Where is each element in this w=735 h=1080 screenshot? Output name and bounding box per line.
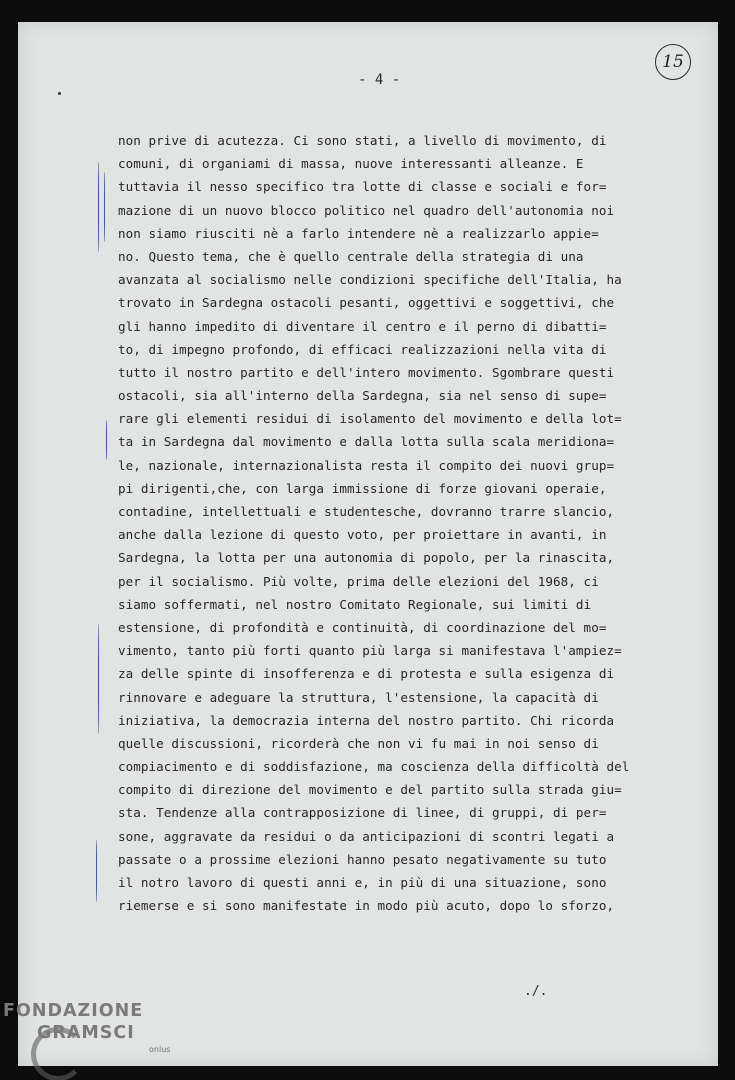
text-line: avanzata al socialismo nelle condizioni specifiche dell'Italia, ha (118, 272, 622, 288)
page-number: - 4 - (358, 72, 401, 88)
text-line: za delle spinte di insofferenza e di protesta e sulla esigenza di (118, 666, 615, 682)
text-line: quelle discussioni, ricorderà che non vi fu mai in noi senso di (118, 735, 599, 751)
text-line: contadine, intellettuali e studentesche, dovranno trarre slancio, (118, 504, 615, 519)
text-line: tuttavia il nesso specifico tra lotte di classe e sociali e for= (118, 179, 607, 195)
archive-watermark-logo (3, 1001, 183, 1077)
text-line: le, nazionale, internazionalista resta il compito dei nuovi grup= (118, 457, 615, 473)
text-line: estensione, di profondità e continuità, di coordinazione del mo= (118, 619, 607, 635)
text-line: pi dirigenti,che, con larga immissione di forze giovani operaie, (118, 480, 607, 496)
text-line: non prive di acutezza. Ci sono stati, a livello di movimento, di (118, 133, 607, 148)
text-line: il notro lavoro di questi anni e, in più di una situazione, sono (118, 875, 607, 890)
text-line: ta in Sardegna dal movimento e dalla lotta sulla scala meridiona= (118, 434, 615, 450)
text-line: sta. Tendenze alla contrapposizione di linee, di gruppi, di per= (118, 805, 607, 821)
folio-number-circled: 15 (655, 44, 691, 80)
text-line: compito di direzione del movimento e del partito sulla strada giu= (118, 782, 622, 798)
margin-pen-mark (96, 840, 97, 902)
typewritten-body (118, 129, 678, 917)
text-line: ostacoli, sia all'interno della Sardegna, sia nel senso di supe= (118, 388, 607, 404)
text-line: compiacimento e di soddisfazione, ma coscienza della difficoltà del (118, 759, 630, 775)
watermark-line-3: onlus (149, 1045, 171, 1054)
text-line: no. Questo tema, che è quello centrale della strategia di una (118, 248, 584, 264)
text-line: Sardegna, la lotta per una autonomia di popolo, per la rinascita, (118, 550, 615, 566)
text-line: non siamo riusciti nè a farlo intendere nè a realizzarlo appie= (118, 225, 599, 241)
text-line: to, di impegno profondo, di efficaci realizzazioni nella vita di (118, 341, 607, 357)
text-line: riemerse e si sono manifestate in modo più acuto, dopo lo sforzo, (118, 898, 615, 914)
text-line: per il socialismo. Più volte, prima delle elezioni del 1968, ci (118, 573, 599, 589)
margin-pen-mark (104, 172, 105, 242)
text-line: comuni, di organiami di massa, nuove interessanti alleanze. E (118, 156, 584, 172)
text-line: mazione di un nuovo blocco politico nel quadro dell'autonomia noi (118, 202, 615, 218)
text-line: gli hanno impedito di diventare il centro e il perno di dibatti= (118, 318, 607, 334)
watermark-line-1: FONDAZIONE (3, 1001, 144, 1021)
margin-pen-mark (106, 420, 107, 460)
margin-pen-mark (98, 162, 99, 252)
text-line: vimento, tanto più forti quanto più larga si manifestava l'ampiez= (118, 643, 622, 659)
stray-ink-dot (58, 92, 61, 95)
text-line: iniziativa, la democrazia interna del nostro partito. Chi ricorda (118, 712, 615, 728)
text-line: sone, aggravate da residui o da anticipazioni di scontri legati a (118, 828, 615, 844)
text-line: trovato in Sardegna ostacoli pesanti, oggettivi e soggettivi, che (118, 295, 615, 311)
text-line: tutto il nostro partito e dell'intero movimento. Sgombrare questi (118, 364, 615, 380)
text-line: anche dalla lezione di questo voto, per proiettare in avanti, in (118, 527, 607, 543)
text-line: passate o a prossime elezioni hanno pesato negativamente su tuto (118, 851, 607, 867)
margin-pen-mark (98, 624, 99, 734)
watermark-line-2: GRAMSCI (37, 1023, 135, 1043)
document-page (18, 22, 718, 1066)
text-line: rinnovare e adeguare la struttura, l'estensione, la capacità di (118, 689, 599, 705)
continuation-mark: ./. (524, 984, 548, 999)
text-line: siamo soffermati, nel nostro Comitato Regionale, sui limiti di (118, 596, 592, 612)
text-line: rare gli elementi residui di isolamento del movimento e della lot= (118, 411, 622, 427)
